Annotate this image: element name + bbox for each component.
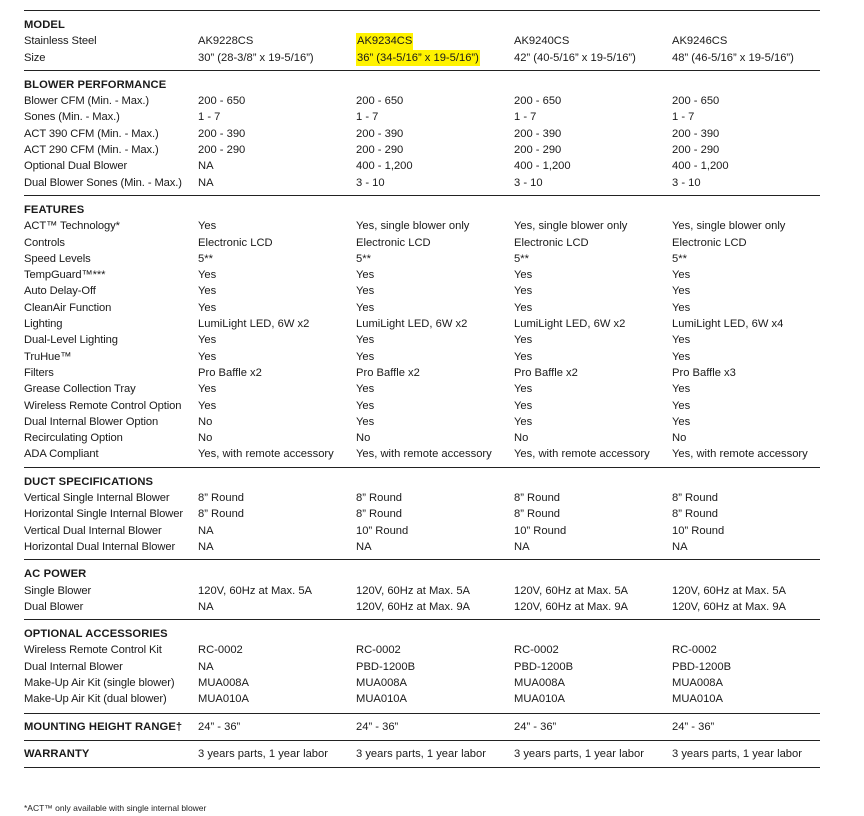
cell: NA — [514, 540, 530, 553]
cell: 3 - 10 — [672, 176, 701, 189]
cell: 1 - 7 — [198, 111, 221, 124]
cell: NA — [356, 540, 372, 553]
table-row — [24, 218, 820, 234]
cell: 200 - 290 — [198, 144, 246, 157]
row-label: Blower CFM (Min. - Max.) — [24, 95, 150, 108]
cell: 24” - 36” — [356, 720, 399, 733]
highlighted-size-cell: 36” (34-5/16” x 19-5/16”) — [356, 50, 480, 66]
cell: 3 - 10 — [356, 176, 385, 189]
table-row — [24, 506, 820, 522]
cell: Yes — [672, 399, 691, 412]
cell: 5** — [514, 252, 529, 265]
table-row — [24, 659, 820, 675]
cell: NA — [198, 160, 214, 173]
cell: 120V, 60Hz at Max. 5A — [672, 584, 787, 597]
cell: 8” Round — [672, 492, 719, 505]
features-heading: FEATURES — [24, 203, 85, 216]
cell: 200 - 650 — [672, 95, 720, 108]
row-label: TruHue™ — [24, 350, 72, 363]
section-optional-accessories — [24, 620, 820, 707]
table-row — [24, 158, 820, 174]
cell: 1 - 7 — [514, 111, 537, 124]
cell: MUA008A — [672, 676, 723, 689]
cell: MUA008A — [514, 676, 565, 689]
cell: PBD-1200B — [514, 660, 574, 673]
section-heading — [24, 202, 820, 218]
cell: 24” - 36” — [514, 720, 557, 733]
cell: Yes — [356, 269, 375, 282]
cell: Yes — [198, 220, 217, 233]
table-row — [24, 126, 820, 142]
cell: 1 - 7 — [672, 111, 695, 124]
row-label: Lighting — [24, 318, 63, 331]
cell: 8” Round — [672, 508, 719, 521]
row-label: Horizontal Single Internal Blower — [24, 508, 184, 521]
table-row — [24, 316, 820, 332]
section-model — [24, 11, 820, 66]
cell: Yes — [514, 285, 533, 298]
row-label: Size — [24, 51, 46, 64]
cell: NA — [198, 176, 214, 189]
cell: Yes — [672, 334, 691, 347]
cell: Yes — [198, 301, 217, 314]
cell: 8” Round — [198, 508, 245, 521]
cell: Electronic LCD — [198, 236, 273, 249]
section-blower-performance — [24, 71, 820, 191]
cell: Yes — [356, 334, 375, 347]
row-label: Stainless Steel — [24, 35, 97, 48]
table-row — [24, 719, 820, 735]
footnote: *ACT™ only available with single internal blower — [24, 803, 207, 813]
cell: Yes — [356, 301, 375, 314]
cell: 200 - 390 — [198, 127, 246, 140]
cell: Yes — [356, 383, 375, 396]
row-label: Dual Blower Sones (Min. - Max.) — [24, 176, 182, 189]
cell: Yes — [198, 269, 217, 282]
cell: Yes — [198, 285, 217, 298]
cell: NA — [198, 540, 214, 553]
row-label: Horizontal Dual Internal Blower — [24, 540, 176, 553]
row-label: Vertical Single Internal Blower — [24, 492, 170, 505]
warranty-heading: WARRANTY — [24, 747, 90, 760]
cell: Electronic LCD — [672, 236, 747, 249]
cell: NA — [198, 524, 214, 537]
cell: RC-0002 — [672, 644, 717, 657]
row-label: ACT™ Technology* — [24, 220, 120, 233]
cell: MUA008A — [198, 676, 249, 689]
cell: 8” Round — [514, 492, 561, 505]
cell: 3 years parts, 1 year labor — [672, 747, 802, 760]
cell: Yes — [672, 383, 691, 396]
cell: Yes, single blower only — [514, 220, 628, 233]
table-row — [24, 398, 820, 414]
row-label: ADA Compliant — [24, 448, 99, 461]
row-label: Dual Internal Blower — [24, 660, 123, 673]
cell: NA — [198, 600, 214, 613]
cell: Yes — [198, 399, 217, 412]
table-row — [24, 50, 820, 66]
cell: 400 - 1,200 — [356, 160, 413, 173]
table-row — [24, 235, 820, 251]
cell: AK9228CS — [198, 35, 254, 48]
cell: RC-0002 — [198, 644, 243, 657]
cell: Yes — [514, 269, 533, 282]
cell: MUA010A — [514, 693, 565, 706]
cell: MUA010A — [198, 693, 249, 706]
spec-table — [24, 10, 820, 768]
cell: 8” Round — [198, 492, 245, 505]
row-label: Controls — [24, 236, 65, 249]
cell: No — [514, 432, 529, 445]
cell: Yes — [356, 285, 375, 298]
row-label: Optional Dual Blower — [24, 160, 128, 173]
cell: LumiLight LED, 6W x4 — [672, 318, 784, 331]
cell: Yes, with remote accessory — [198, 448, 334, 461]
cell: 3 - 10 — [514, 176, 543, 189]
row-label: Dual Blower — [24, 600, 84, 613]
table-row — [24, 381, 820, 397]
cell: Pro Baffle x3 — [672, 366, 736, 379]
highlighted-model-cell: AK9234CS — [356, 33, 413, 49]
row-label: Dual-Level Lighting — [24, 334, 118, 347]
cell: Yes — [514, 399, 533, 412]
section-heading — [24, 626, 820, 642]
row-label: Speed Levels — [24, 252, 91, 265]
table-row — [24, 490, 820, 506]
cell: Yes, single blower only — [356, 220, 470, 233]
row-label: Make-Up Air Kit (single blower) — [24, 676, 175, 689]
row-label: Vertical Dual Internal Blower — [24, 524, 162, 537]
row-label: Single Blower — [24, 584, 92, 597]
cell: Yes — [514, 415, 533, 428]
row-label: Make-Up Air Kit (dual blower) — [24, 693, 167, 706]
cell: LumiLight LED, 6W x2 — [514, 318, 626, 331]
table-row — [24, 33, 820, 49]
cell: 48” (46-5/16” x 19-5/16”) — [672, 51, 794, 64]
table-row — [24, 300, 820, 316]
cell: 5** — [198, 252, 213, 265]
cell: Yes — [672, 350, 691, 363]
table-row — [24, 691, 820, 707]
cell: Yes — [514, 350, 533, 363]
cell: Yes, single blower only — [672, 220, 786, 233]
cell: No — [356, 432, 371, 445]
model-heading: MODEL — [24, 19, 65, 31]
section-warranty — [24, 741, 820, 767]
row-label: Dual Internal Blower Option — [24, 415, 159, 428]
table-row — [24, 446, 820, 462]
cell: 120V, 60Hz at Max. 5A — [198, 584, 313, 597]
table-row — [24, 93, 820, 109]
cell: NA — [198, 660, 214, 673]
section-heading — [24, 77, 820, 93]
cell: 120V, 60Hz at Max. 9A — [514, 600, 629, 613]
cell: Yes — [514, 334, 533, 347]
row-label: Wireless Remote Control Option — [24, 399, 182, 412]
cell: AK9246CS — [672, 35, 728, 48]
cell: Yes — [672, 415, 691, 428]
duct-heading: DUCT SPECIFICATIONS — [24, 475, 154, 488]
mounting-heading: MOUNTING HEIGHT RANGE† — [24, 720, 183, 733]
cell: LumiLight LED, 6W x2 — [356, 318, 468, 331]
table-row — [24, 599, 820, 615]
section-ac-power — [24, 560, 820, 615]
row-label: Auto Delay-Off — [24, 285, 96, 298]
row-label: Recirculating Option — [24, 432, 123, 445]
cell: 200 - 290 — [514, 144, 562, 157]
cell: Yes — [198, 383, 217, 396]
cell: Yes — [356, 399, 375, 412]
section-duct-specifications — [24, 468, 820, 555]
section-heading — [24, 566, 820, 582]
table-row — [24, 583, 820, 599]
section-heading — [24, 17, 820, 33]
cell: 200 - 390 — [672, 127, 720, 140]
cell: 3 years parts, 1 year labor — [198, 747, 328, 760]
cell: Yes, with remote accessory — [672, 448, 808, 461]
table-row — [24, 349, 820, 365]
table-row — [24, 142, 820, 158]
cell: No — [672, 432, 687, 445]
cell: 1 - 7 — [356, 111, 379, 124]
cell: 200 - 390 — [514, 127, 562, 140]
cell: 200 - 650 — [198, 95, 246, 108]
cell: 42” (40-5/16” x 19-5/16”) — [514, 51, 636, 64]
cell: Yes — [514, 383, 533, 396]
cell: 24” - 36” — [672, 720, 715, 733]
cell: MUA010A — [672, 693, 723, 706]
divider — [24, 767, 820, 768]
table-row — [24, 365, 820, 381]
cell: PBD-1200B — [356, 660, 416, 673]
cell: No — [198, 415, 213, 428]
section-heading — [24, 474, 820, 490]
cell: Pro Baffle x2 — [198, 366, 262, 379]
power-heading: AC POWER — [24, 568, 87, 581]
cell: 120V, 60Hz at Max. 9A — [356, 600, 471, 613]
table-row — [24, 430, 820, 446]
cell: NA — [672, 540, 688, 553]
table-row — [24, 332, 820, 348]
cell: Yes — [198, 334, 217, 347]
table-row — [24, 414, 820, 430]
table-row — [24, 675, 820, 691]
accessories-heading: OPTIONAL ACCESSORIES — [24, 628, 168, 641]
cell: 200 - 290 — [356, 144, 404, 157]
table-row — [24, 267, 820, 283]
table-row — [24, 175, 820, 191]
cell: 200 - 390 — [356, 127, 404, 140]
cell: 5** — [356, 252, 371, 265]
cell: Electronic LCD — [356, 236, 431, 249]
cell: 200 - 650 — [356, 95, 404, 108]
cell: Yes — [356, 415, 375, 428]
cell: 120V, 60Hz at Max. 5A — [514, 584, 629, 597]
row-label: Grease Collection Tray — [24, 383, 136, 396]
row-label: ACT 390 CFM (Min. - Max.) — [24, 127, 159, 140]
cell: AK9240CS — [514, 35, 570, 48]
row-label: TempGuard™*** — [24, 269, 106, 282]
cell: 3 years parts, 1 year labor — [356, 747, 486, 760]
cell: 200 - 290 — [672, 144, 720, 157]
cell: 10” Round — [356, 524, 409, 537]
cell: Pro Baffle x2 — [356, 366, 420, 379]
cell: 400 - 1,200 — [672, 160, 729, 173]
cell: 30” (28-3/8” x 19-5/16”) — [198, 51, 314, 64]
cell: LumiLight LED, 6W x2 — [198, 318, 310, 331]
row-label: Wireless Remote Control Kit — [24, 644, 162, 657]
cell: 24” - 36” — [198, 720, 241, 733]
cell: RC-0002 — [356, 644, 401, 657]
table-row — [24, 539, 820, 555]
cell: RC-0002 — [514, 644, 559, 657]
cell: No — [198, 432, 213, 445]
cell: 400 - 1,200 — [514, 160, 571, 173]
cell: Yes — [672, 285, 691, 298]
cell: 200 - 650 — [514, 95, 562, 108]
table-row — [24, 109, 820, 125]
row-label: CleanAir Function — [24, 301, 112, 314]
cell: MUA010A — [356, 693, 407, 706]
cell: Yes — [356, 350, 375, 363]
table-row — [24, 523, 820, 539]
section-features — [24, 196, 820, 463]
cell: PBD-1200B — [672, 660, 732, 673]
row-label: ACT 290 CFM (Min. - Max.) — [24, 144, 159, 157]
table-row — [24, 251, 820, 267]
cell: Yes, with remote accessory — [356, 448, 492, 461]
table-row — [24, 746, 820, 762]
row-label: Filters — [24, 366, 54, 379]
cell: Yes — [672, 269, 691, 282]
blower-heading: BLOWER PERFORMANCE — [24, 78, 167, 91]
cell: MUA008A — [356, 676, 407, 689]
cell: Yes — [198, 350, 217, 363]
cell: 120V, 60Hz at Max. 9A — [672, 600, 787, 613]
cell: 3 years parts, 1 year labor — [514, 747, 644, 760]
cell: Yes, with remote accessory — [514, 448, 650, 461]
cell: Electronic LCD — [514, 236, 589, 249]
cell: Yes — [672, 301, 691, 314]
section-mounting-height — [24, 714, 820, 740]
table-row — [24, 283, 820, 299]
cell: 10” Round — [672, 524, 725, 537]
cell: Yes — [514, 301, 533, 314]
table-row — [24, 642, 820, 658]
cell: Pro Baffle x2 — [514, 366, 578, 379]
cell: 120V, 60Hz at Max. 5A — [356, 584, 471, 597]
cell: 5** — [672, 252, 687, 265]
cell: 8” Round — [356, 508, 403, 521]
cell: 10” Round — [514, 524, 567, 537]
cell: 8” Round — [514, 508, 561, 521]
cell: 8” Round — [356, 492, 403, 505]
row-label: Sones (Min. - Max.) — [24, 111, 120, 124]
